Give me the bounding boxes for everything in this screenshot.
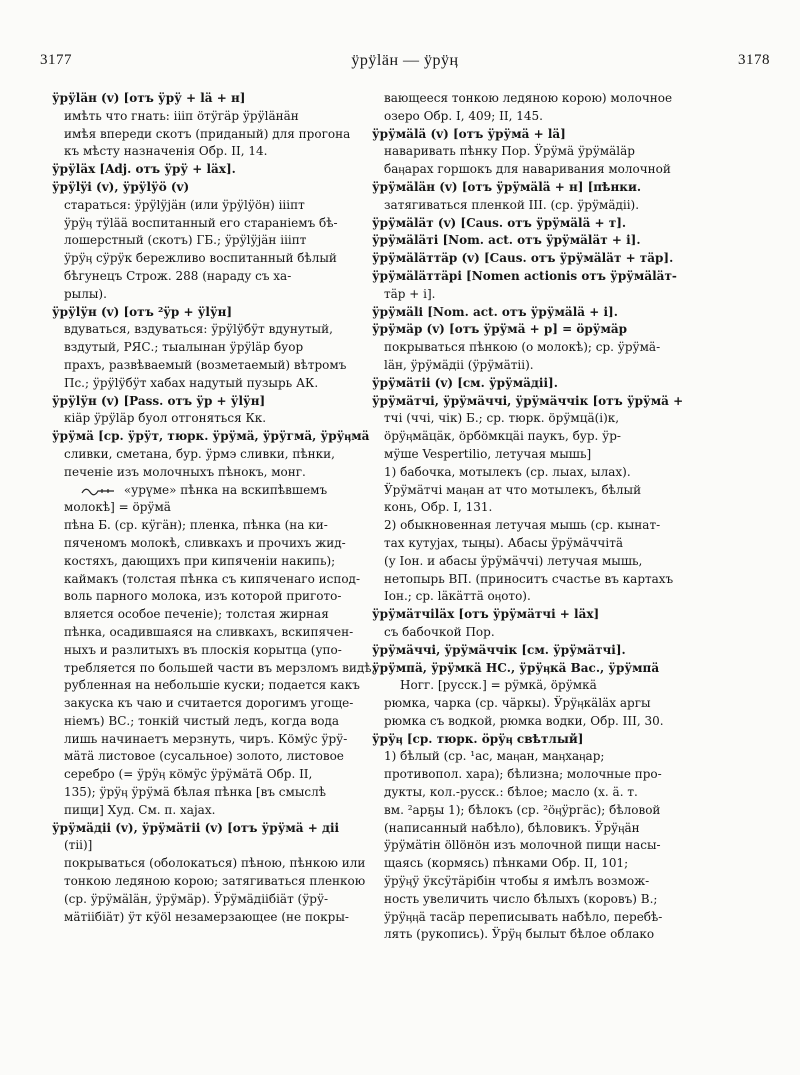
entry-text-line [372,820,728,838]
line-text: ӱрӱмӓlӓттӓр (v) [Caus. отъ ӱрӱмӓlӓт + тӓр]. [372,251,674,266]
entry-text-line [52,535,406,553]
entry-text-line [372,855,728,873]
entry-text-line [52,446,406,464]
entry-text-line [372,446,728,464]
line-text: тӓр + i]. [384,286,436,301]
line-text: пѣна Б. (ср. кӱгӓн); пленка, пѣнка (на ки- [64,518,328,533]
entry-text-line [372,588,728,606]
line-text: наваривать пѣнку Пор. Ӱрӱмӓ ӱрӱмӓlӓр [384,144,635,159]
line-text: лишь начинаетъ мерзнуть, чиръ. Кöмӱс ӱрӱ- [64,731,348,746]
line-text: мӱше Vespertilio, летучая мышь] [384,446,592,461]
line-text: мӓтiiбiӓт) ӱт кӱöl незамерзающее (не покры- [64,909,349,924]
line-text: имѣя впереди скотъ (приданый) для прогона [64,126,351,141]
entry-headword-line [372,232,728,250]
entry-text-line [52,588,406,606]
entry-text-line [372,837,728,855]
line-text: ӱрӱlӱн (v) [отъ ²ӱр + ӱlӱн] [52,304,233,319]
entry-headword-line [372,660,728,678]
line-text: тах кутујах, тыңы). Абасы ӱрӱмӓччiтӓ [384,535,623,550]
entry-text-line [52,660,406,678]
line-text: lӓн, ӱрӱмӓдii (ӱрӱмӓтii). [384,357,534,372]
line-text: дукты, кол.-русск.: бѣлое; масло (х. ӓ. т. [384,785,638,800]
entry-text-line [372,909,728,927]
entry-headword-line [372,126,728,144]
right-column [372,90,728,1065]
entry-text-line [372,748,728,766]
line-text: закуска къ чаю и считается дорогимъ угоще- [64,696,354,711]
line-text: мӓтӓ листовое (сусальное) золото, листовое [64,749,344,764]
entry-text-line [372,108,728,126]
entry-text-line [52,624,406,642]
line-text: ӱрӱмӓтчi, ӱрӱмӓччi, ӱрӱмӓччiк [отъ ӱрӱмӓ + [372,393,684,408]
entry-text-line [372,766,728,784]
line-text: покрываться (оболокаться) пѣною, пѣнкою или [64,856,366,871]
line-text: «урүме» пѣнка на вскипѣвшемъ [123,482,328,497]
line-text: покрываться пѣнкою (о молокѣ); ср. ӱрӱмӓ- [384,340,661,355]
line-text: ӱрӱмӓlӓ (v) [отъ ӱрӱмӓ + lӓ] [372,126,566,141]
line-text: сливки, сметана, бур. ӱрмэ сливки, пѣнки, [64,446,335,461]
line-text: каймакъ (толстая пѣнка съ кипяченаго испод- [64,571,360,586]
entry-headword-line [52,428,406,446]
entry-text-line [52,108,406,126]
entry-text-line [52,197,406,215]
line-text: ніемъ) ВС.; тонкій чистый ледъ, когда вода [64,713,340,728]
entry-text-line [52,571,406,589]
entry-text-line [372,926,728,944]
running-title: ӱрӱlӓн — ӱрӱӊ [351,52,459,69]
entry-text-line [52,250,406,268]
entry-text-line [372,464,728,482]
entry-text-line [372,624,728,642]
entry-text-line [52,731,406,749]
left-column [52,90,406,1065]
entry-text-line [372,90,728,108]
entry-text-line [52,517,406,535]
line-text: ӱрӱмӓlі [Nom. act. отъ ӱрӱмӓlӓ + i]. [372,304,618,319]
line-text: ӱрӱмӓlӓттӓрi [Nomen actionis отъ ӱрӱмӓlӓт- [372,268,677,283]
entry-text-line [372,553,728,571]
line-text: ӱрӱмӓlӓтi [Nom. act. отъ ӱрӱмӓlӓт + i]. [372,233,641,248]
entry-text-line [52,232,406,250]
entry-text-line [52,909,406,927]
line-text: ӱрӱlÿi (v), ӱрӱlӱö (v) [52,179,190,194]
line-text: ӱрӱмпӓ, ӱрӱмкӓ НС., ӱрӱӊкӓ Вас., ӱрӱмпӓ [372,660,660,675]
line-text: вдуваться, вздуваться: ӱрӱlӱбӱт вдунутый, [64,322,333,337]
line-text: рубленная на небольшіе куски; подается какъ [64,678,360,693]
line-text: (написанный набѣло), бѣловикъ. Ӱрӱӊӓн [384,820,640,835]
line-text: Ногг. [русск.] = рӱмкӓ, öрӱмкӓ [400,678,597,693]
entry-headword-line [372,304,728,322]
line-text: рылы). [64,286,107,301]
line-text: 135); ӱрӱӊ ӱрӱмӓ бѣлая пѣнка [въ смыслѣ [64,785,326,800]
line-text: вающееся тонкою ледяною корою) молочное [384,91,673,105]
mongolian-script-glyph [80,484,120,496]
entry-headword-line [372,375,728,393]
entry-text-line [52,143,406,161]
entry-text-line [372,677,728,695]
entry-text-line [52,642,406,660]
line-text: къ мѣсту назначенія Обр. II, 14. [64,144,268,159]
entry-text-line [52,499,406,517]
line-text: рюмка съ водкой, рюмка водки, Обр. III, 30. [384,713,664,728]
entry-text-line [52,713,406,731]
entry-text-line [372,161,728,179]
entry-headword-line [372,606,728,624]
entry-text-line [372,357,728,375]
entry-text-line [372,713,728,731]
entry-text-line [52,891,406,909]
line-text: серебро (= ӱрӱӊ кöмӱс ӱрӱмӓтӓ Обр. II, [64,767,313,782]
line-text: ӱрӱlӓн (v) [отъ ӱрӱ + lӓ + н] [52,91,246,105]
line-text: нетопырь ВП. (приноситъ счастье въ картахъ [384,571,674,586]
entry-headword-line [372,393,728,411]
line-text: конь, Обр. I, 131. [384,500,493,515]
entry-text-line [52,837,406,855]
entry-headword-line [52,393,406,411]
line-text: пѣнка, осадившаяся на сливкахъ, вскипячен- [64,624,354,639]
entry-text-line [52,375,406,393]
entry-text-line [52,410,406,428]
entry-text-line [372,517,728,535]
entry-text-line [52,286,406,304]
entry-text-line [52,482,406,500]
entry-text-line [52,802,406,820]
line-text: ӱрӱӊӱ ӱксӱтӓрiбiн чтобы я имѣлъ возмож- [384,874,650,889]
line-text: ӱрӱӊ [ср. тюрк. öрӱӊ свѣтлый] [372,731,584,746]
entry-text-line [52,855,406,873]
line-text: ӱрӱмӓтii (v) [см. ӱрӱмӓдii]. [372,375,558,390]
entry-text-line [52,126,406,144]
entry-text-line [372,482,728,500]
page-header [40,52,770,76]
line-text: (у Іон. и абасы ӱрӱмӓччi) летучая мышь, [384,553,643,568]
line-text: пяченомъ молокѣ, сливкахъ и прочихъ жид- [64,535,346,550]
line-text: стараться: ӱрӱlӱjӓн (или ӱрӱlӱöн) iiiпт [64,197,305,212]
line-text: воль парного молока, изъ которой пригото- [64,589,342,604]
line-text: рюмка, чарка (ср. чӓркы). Ӱрӱӊкӓlӓх аргы [384,696,651,711]
entry-headword-line [52,179,406,197]
entry-headword-line [52,90,406,108]
line-text: ӱрӱмӓдii (v), ӱрӱмӓтii (v) [отъ ӱрӱмӓ + дii [52,820,340,835]
line-text: ӱрӱlӓх [Adj. отъ ӱрӱ + lӓх]. [52,162,236,177]
line-text: ӱрӱмӓччi, ӱрӱмӓччiк [см. ӱрӱмӓтчi]. [372,642,626,657]
entry-headword-line [372,642,728,660]
entry-text-line [52,553,406,571]
entry-text-line [52,321,406,339]
line-text: ность увеличить число бѣлыхъ (коровъ) В.; [384,891,658,906]
entry-text-line [372,286,728,304]
entry-text-line [372,428,728,446]
line-text: ӱрӱlӱн (v) [Pass. отъ ӱр + ӱlӱн] [52,393,266,408]
entry-text-line [52,606,406,624]
entry-text-line [52,695,406,713]
line-text: ӱрӱӊ сӱрӱк бережливо воспитанный бѣлый [64,251,337,266]
line-text: ӱрӱӊ тӱlӓӓ воспитанный его стараніемъ бѣ- [64,215,338,230]
line-text: затягиваться пленкой III. (ср. ӱрӱмӓдii). [384,197,640,212]
entry-text-line [52,357,406,375]
line-text: ӱрӱмӓр (v) [отъ ӱрӱмӓ + р] = öрӱмӓр [372,322,628,337]
line-text: щаясь (кормясь) пѣнками Обр. II, 101; [384,856,629,871]
line-text: Іон.; ср. lӓкӓттӓ оӊото). [384,589,531,604]
line-text: съ бабочкой Пор. [384,624,495,639]
line-text: 1) бѣлый (ср. ¹ас, маӊан, маӊхаӊар; [384,749,605,764]
line-text: баӊарах горшокъ для наваривания молочной [384,162,671,177]
line-text: Ӱрӱмӓтчi маӊан ат что мотылекъ, бѣлый [384,482,642,497]
entry-text-line [372,873,728,891]
line-text: озеро Обр. I, 409; II, 145. [384,108,543,123]
entry-headword-line [372,268,728,286]
line-text: 2) обыкновенная летучая мышь (ср. кынат- [384,518,661,533]
line-text: ӱрӱӊӊӓ тасӓр переписывать набѣло, перебѣ- [384,909,663,924]
line-text: требляется по большей части въ мерзломъ видѣ, [64,660,376,675]
page-number-right: 3178 [738,52,770,68]
line-text: ныхъ и разлитыхъ въ плоскія корытца (упо- [64,642,342,657]
entry-text-line [52,784,406,802]
line-text: тчi (ччi, чiк) Б.; ср. тюрк. öрӱмцӓ(i)к, [384,411,620,426]
line-text: (тii)] [64,838,93,853]
entry-text-line [372,784,728,802]
entry-text-line [52,215,406,233]
entry-headword-line [52,161,406,179]
line-text: прахъ, развѣваемый (возметаемый) вѣтромъ [64,357,347,372]
line-text: ӱрӱмӓтчilӓх [отъ ӱрӱмӓтчi + lӓх] [372,607,600,622]
line-text: ӱрӱмӓ [ср. ӱрӱт, тюрк. ӱрӱмӓ, ӱрӱгмӓ, ӱрӱӊмӓ [52,429,370,444]
entry-headword-line [52,820,406,838]
line-text: лять (рукопись). Ӱрӱӊ былыт бѣлое облако [384,927,655,942]
entry-text-line [372,891,728,909]
line-text: Пс.; ӱрӱlӱбӱт хабах надутый пузырь АК. [64,375,319,390]
line-text: лошерстный (скотъ) ГБ.; ӱрӱlӱjӓн iiiпт [64,233,307,248]
line-text: кiӓр ӱрӱlӓр буол отгоняться Кк. [64,411,267,426]
line-text: вляется особое печеніе); толстая жирная [64,607,329,622]
entry-text-line [372,410,728,428]
entry-text-line [372,499,728,517]
entry-headword-line [372,731,728,749]
entry-headword-line [52,304,406,322]
line-text: öрӱӊмӓцӓк, öрбöмкцӓi паукъ, бур. ӱр- [384,429,621,444]
entry-text-line [52,873,406,891]
line-text: ӱрӱмӓlӓн (v) [отъ ӱрӱмӓlӓ + н] [пѣнки. [372,179,642,194]
entry-text-line [372,695,728,713]
line-text: тонкою ледяною корою; затягиваться пленкою [64,874,366,889]
line-text: вздутый, РЯС.; тыалынан ӱрӱlӓр буор [64,340,304,355]
line-text: вм. ²арҕы 1); бѣлокъ (ср. ²öӊӱргӓс); бѣловой [384,802,661,817]
line-text: печеніе изъ молочныхъ пѣнокъ, монг. [64,464,306,479]
entry-text-line [52,677,406,695]
line-text: костяхъ, дающихъ при кипяченіи накипь); [64,553,336,568]
page-number-left: 3177 [40,52,72,68]
line-text: молокѣ] = öрӱмӓ [64,500,171,515]
entry-text-line [52,748,406,766]
entry-text-line [372,339,728,357]
entry-text-line [52,464,406,482]
entry-headword-line [372,250,728,268]
entry-text-line [52,766,406,784]
line-text: 1) бабочка, мотылекъ (ср. лыах, ылах). [384,464,631,479]
line-text: имѣть что гнать: iiiп öтӱгӓр ӱрӱlӓнӓн [64,108,299,123]
entry-text-line [372,143,728,161]
line-text: противопол. хара); бѣлизна; молочные про- [384,767,662,782]
line-text: бѣгунецъ Строж. 288 (нараду съ ха- [64,268,292,283]
line-text: пищи] Худ. См. п. хајах. [64,802,216,817]
entry-headword-line [372,321,728,339]
line-text: (ср. ӱрӱмӓlӓн, ӱрӱмӓр). Ӱрӱмӓдiiбiӓт (ӱрӱ- [64,891,329,906]
entry-text-line [372,802,728,820]
entry-text-line [52,268,406,286]
line-text: ӱрӱмӓтiн öllöнöн изъ молочной пищи насы- [384,838,661,853]
entry-text-line [372,535,728,553]
entry-headword-line [372,179,728,197]
entry-text-line [52,339,406,357]
entry-headword-line [372,215,728,233]
entry-text-line [372,197,728,215]
entry-text-line [372,571,728,589]
line-text: ӱрӱмӓlӓт (v) [Caus. отъ ӱрӱмӓlӓ + т]. [372,215,627,230]
